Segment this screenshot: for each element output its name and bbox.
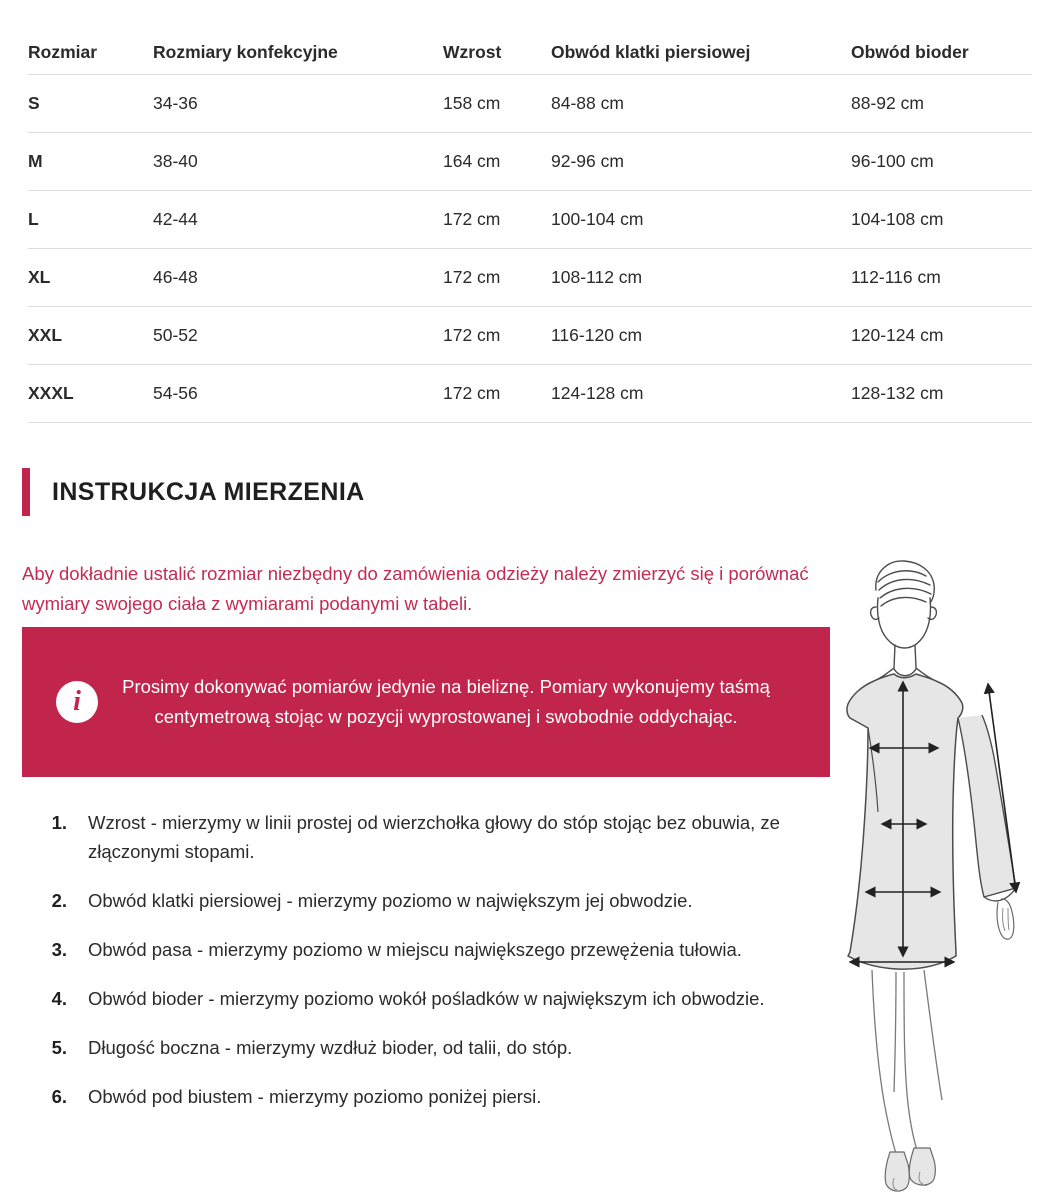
list-item [22,886,812,915]
table-header-row [28,30,1032,75]
cell-chest: 92-96 cm [551,133,851,191]
measurement-figure-illustration [838,552,1061,1192]
list-item-text: Obwód bioder - mierzymy poziomo wokół pośladków w największym ich obwodzie. [88,988,765,1009]
figure-shoes [885,1148,935,1191]
table-row [28,365,1032,423]
list-item [22,1033,812,1062]
cell-height: 172 cm [443,191,551,249]
cell-size: XL [28,249,153,307]
table-row [28,133,1032,191]
cell-chest: 108-112 cm [551,249,851,307]
cell-confection: 42-44 [153,191,443,249]
cell-confection: 54-56 [153,365,443,423]
size-table [28,30,1032,423]
list-item-number: 5. [51,1037,67,1058]
figure-svg [838,552,1061,1192]
table-row [28,75,1032,133]
table-row [28,307,1032,365]
cell-chest: 84-88 cm [551,75,851,133]
column-header-confection: Rozmiary konfekcyjne [153,30,443,75]
cell-height: 172 cm [443,249,551,307]
column-header-chest: Obwód klatki piersiowej [551,30,851,75]
cell-height: 172 cm [443,365,551,423]
cell-size: M [28,133,153,191]
measurement-steps-list [22,808,812,1131]
column-header-size: Rozmiar [28,30,153,75]
list-item-number: 4. [51,988,67,1009]
cell-size: XXXL [28,365,153,423]
list-item [22,808,812,866]
info-callout-text: Prosimy dokonywać pomiarów jedynie na bieliznę. Pomiary wykonujemy taśmą centymetrową stojąc w pozycji wyprostowanej i swobodnie oddychając. [122,676,770,727]
column-header-hips: Obwód bioder [851,30,1032,75]
list-item-text: Obwód pod biustem - mierzymy poziomo poniżej piersi. [88,1086,542,1107]
list-item [22,984,812,1013]
list-item [22,935,812,964]
list-item-number: 6. [51,1086,67,1107]
list-item-text: Obwód pasa - mierzymy poziomo w miejscu największego przewężenia tułowia. [88,939,742,960]
list-item-text: Wzrost - mierzymy w linii prostej od wierzchołka głowy do stóp stojąc bez obuwia, ze złączonymi stopami. [88,812,780,862]
cell-chest: 124-128 cm [551,365,851,423]
cell-hips: 128-132 cm [851,365,1032,423]
cell-chest: 116-120 cm [551,307,851,365]
list-item-text: Długość boczna - mierzymy wzdłuż bioder, od talii, do stóp. [88,1037,573,1058]
cell-hips: 96-100 cm [851,133,1032,191]
cell-confection: 34-36 [153,75,443,133]
intro-paragraph: Aby dokładnie ustalić rozmiar niezbędny do zamówienia odzieży należy zmierzyć się i porównać wymiary swojego ciała z wymiarami podanymi w tabeli. [22,562,809,614]
table-row [28,191,1032,249]
figure-dress [847,674,1016,969]
list-item-number: 1. [51,812,67,833]
cell-hips: 112-116 cm [851,249,1032,307]
cell-height: 172 cm [443,307,551,365]
info-icon: i [56,681,98,723]
size-table-head [28,30,1032,75]
page-title: INSTRUKCJA MIERZENIA [52,477,365,506]
cell-confection: 38-40 [153,133,443,191]
cell-hips: 104-108 cm [851,191,1032,249]
cell-size: L [28,191,153,249]
info-callout [22,627,830,777]
instruction-heading [22,468,365,516]
cell-chest: 100-104 cm [551,191,851,249]
list-item-number: 2. [51,890,67,911]
accent-bar [22,468,30,516]
cell-size: S [28,75,153,133]
cell-hips: 120-124 cm [851,307,1032,365]
cell-height: 164 cm [443,133,551,191]
size-table-container [28,30,1032,423]
cell-confection: 50-52 [153,307,443,365]
cell-size: XXL [28,307,153,365]
cell-height: 158 cm [443,75,551,133]
list-item [22,1082,812,1111]
table-row [28,249,1032,307]
column-header-height: Wzrost [443,30,551,75]
cell-confection: 46-48 [153,249,443,307]
figure-outline [871,561,937,681]
list-item-number: 3. [51,939,67,960]
cell-hips: 88-92 cm [851,75,1032,133]
size-table-body [28,75,1032,423]
list-item-text: Obwód klatki piersiowej - mierzymy poziomo w największym jej obwodzie. [88,890,693,911]
